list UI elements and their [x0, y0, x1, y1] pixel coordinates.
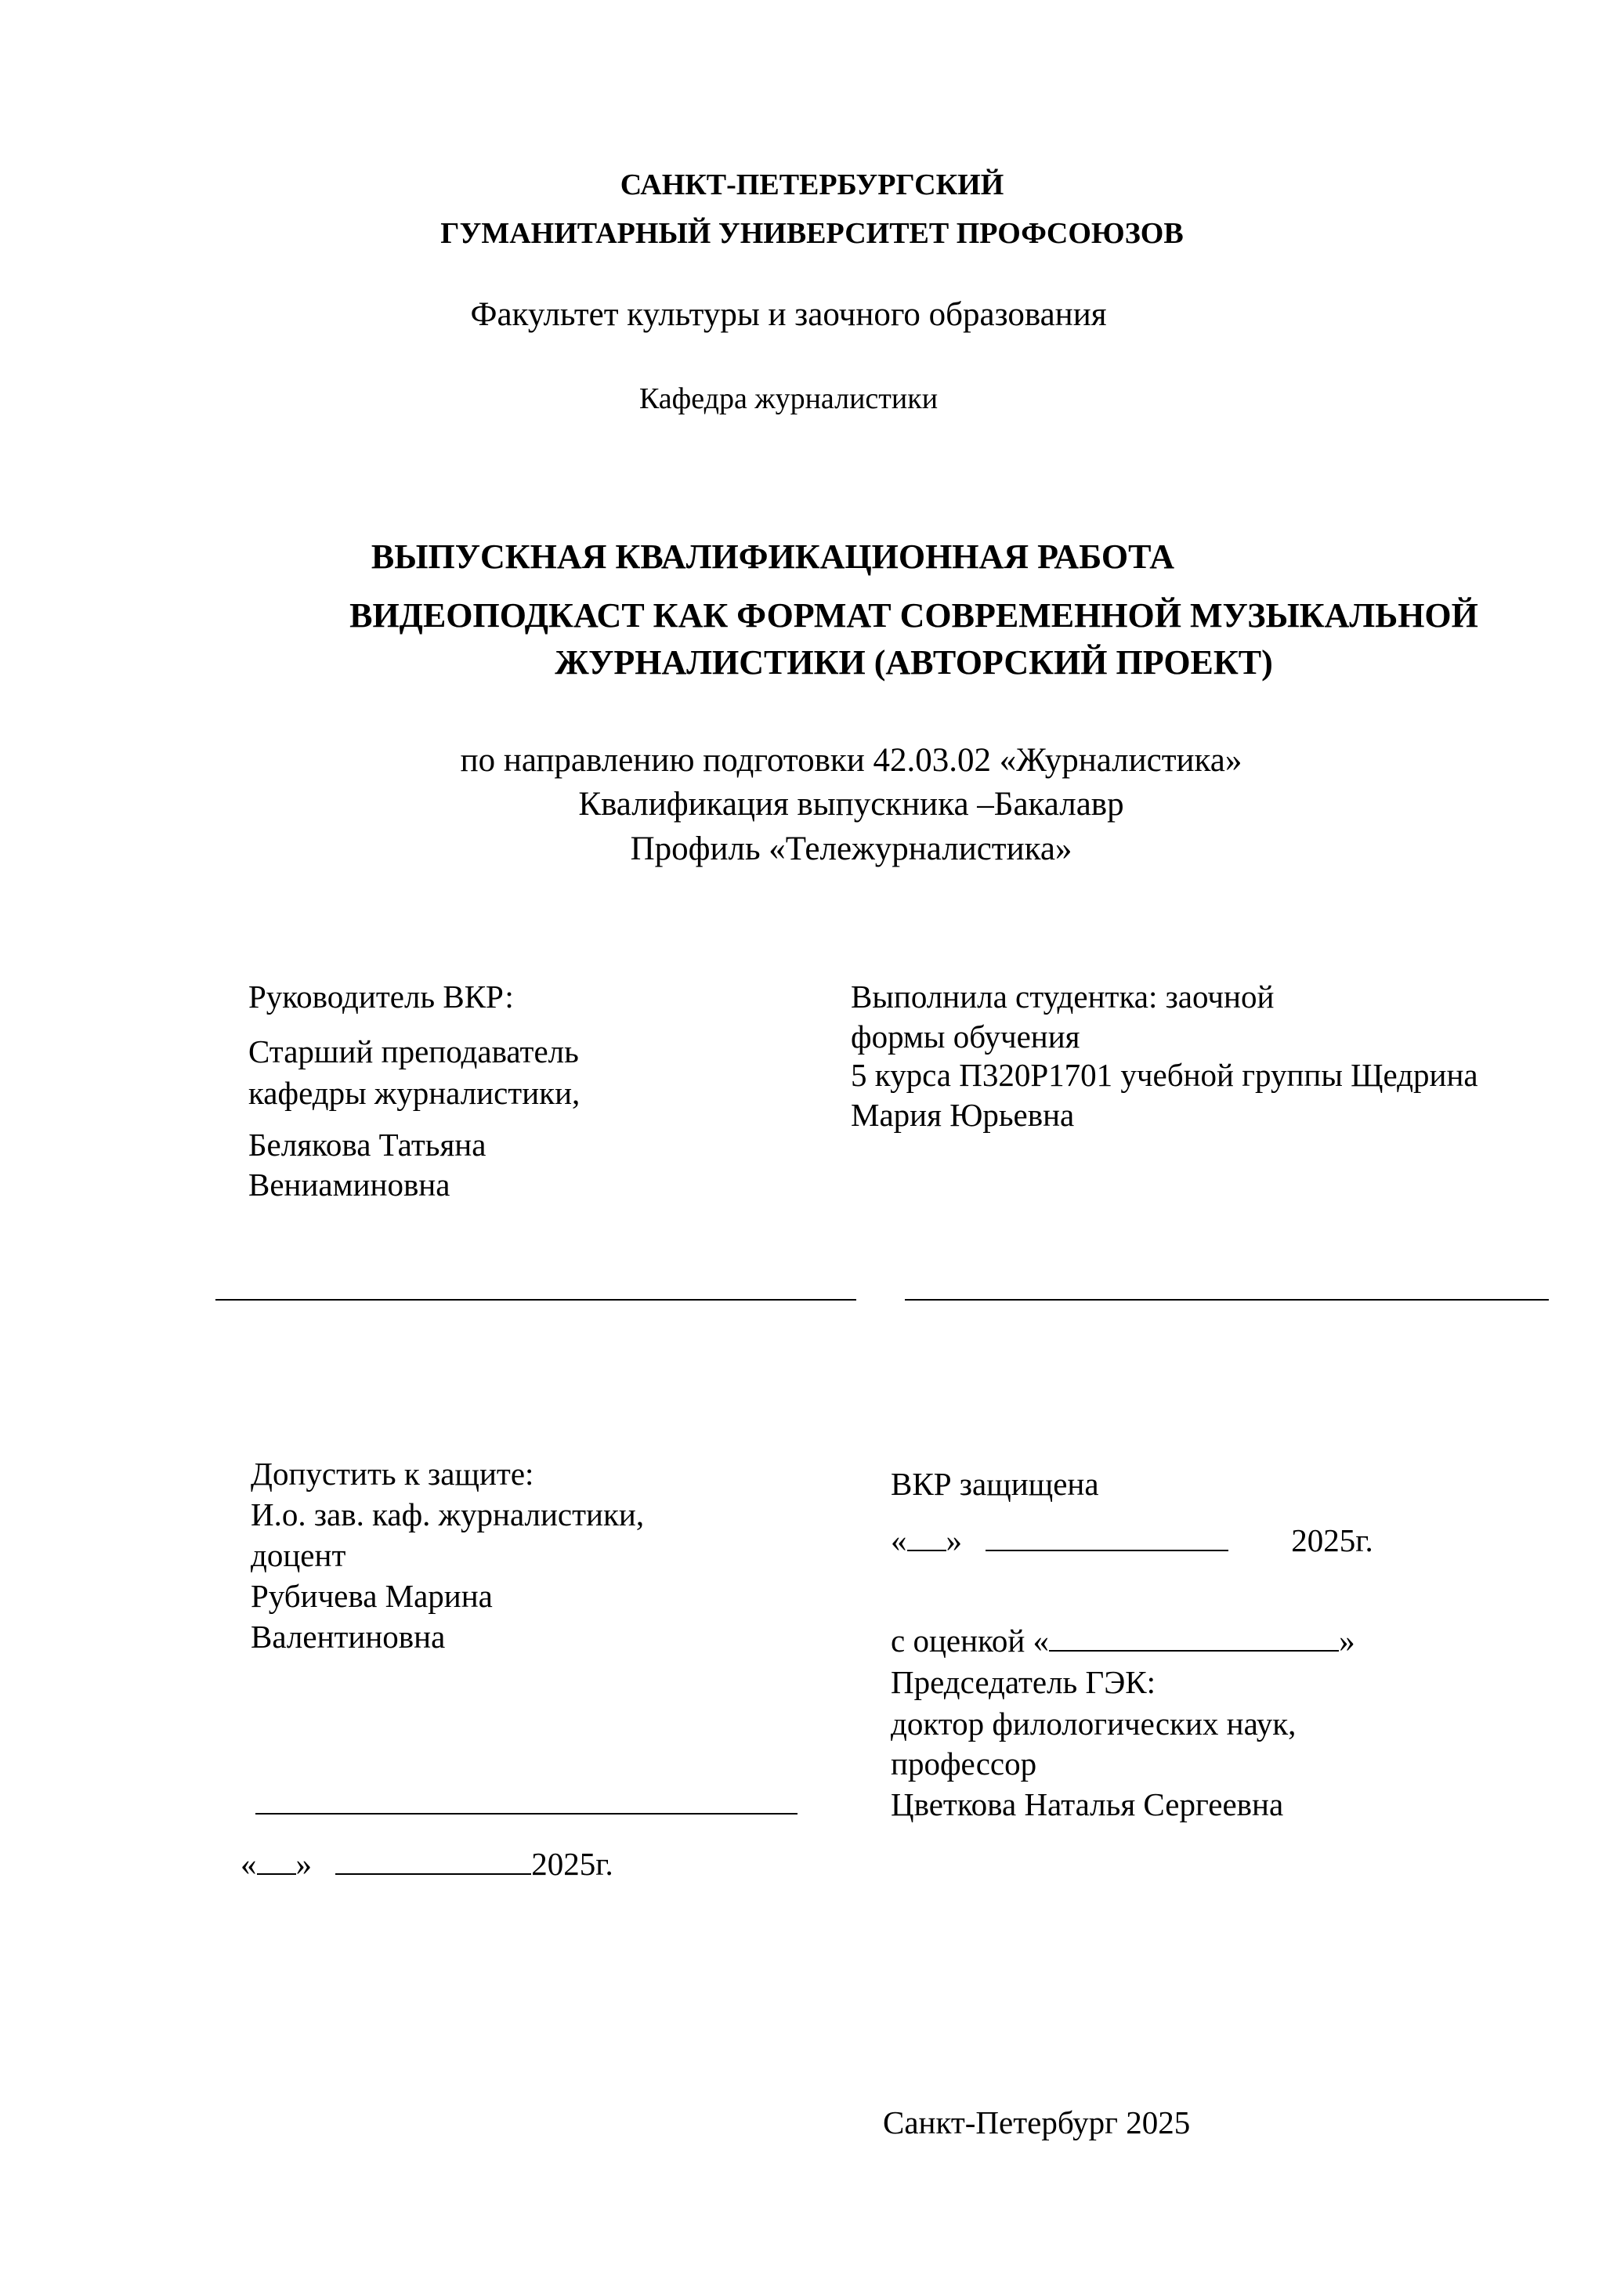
month-blank	[986, 1523, 1228, 1551]
profile: Профиль «Тележурналистика»	[630, 830, 1072, 867]
admission-line3: доцент	[251, 1537, 346, 1573]
date-open-quote: «	[241, 1846, 257, 1882]
chair-degree: доктор филологических наук,	[891, 1706, 1297, 1742]
date-close-quote: »	[295, 1846, 312, 1882]
chair-name: Цветкова Наталья Сергеевна	[891, 1786, 1284, 1822]
grade-line	[891, 1620, 1355, 1661]
university-name-line1: САНКТ-ПЕТЕРБУРГСКИЙ	[620, 168, 1004, 201]
date-open-quote: «	[891, 1522, 907, 1558]
defense-date	[891, 1520, 1373, 1561]
qualification: Квалификация выпускника –Бакалавр	[578, 786, 1124, 823]
day-blank	[907, 1523, 946, 1551]
admission-name-line1: Рубичева Марина	[251, 1578, 493, 1614]
student-line3: 5 курса П320Р1701 учебной группы Щедрина	[851, 1057, 1478, 1093]
student-line2: формы обучения	[851, 1019, 1080, 1055]
chair-title: профессор	[891, 1746, 1037, 1782]
supervisor-name-line1: Белякова Татьяна	[248, 1127, 486, 1163]
student-line1: Выполнила студентка: заочной	[851, 979, 1275, 1015]
month-blank	[335, 1847, 531, 1875]
department-name: Кафедра журналистики	[638, 382, 939, 415]
supervisor-label: Руководитель ВКР:	[248, 979, 514, 1015]
head-signature-line	[255, 1813, 798, 1815]
admission-year: 2025г.	[531, 1846, 613, 1882]
student-signature-line	[905, 1299, 1549, 1301]
study-direction: по направлению подготовки 42.03.02 «Журналистика»	[460, 742, 1242, 779]
university-name-line2: ГУМАНИТАРНЫЙ УНИВЕРСИТЕТ ПРОФСОЮЗОВ	[440, 217, 1184, 250]
date-close-quote: »	[946, 1522, 962, 1558]
supervisor-signature-line	[215, 1299, 856, 1301]
supervisor-position-line2: кафедры журналистики,	[248, 1075, 581, 1111]
supervisor-name-line2: Вениаминовна	[248, 1167, 450, 1203]
chair-label: Председатель ГЭК:	[891, 1664, 1156, 1700]
topic-line2: ЖУРНАЛИСТИКИ (АВТОРСКИЙ ПРОЕКТ)	[555, 643, 1273, 682]
topic-line1: ВИДЕОПОДКАСТ КАК ФОРМАТ СОВРЕМЕННОЙ МУЗЫКАЛЬНОЙ	[349, 596, 1478, 635]
city-year: Санкт-Петербург 2025	[883, 2104, 1191, 2140]
admission-label: Допустить к защите:	[251, 1456, 534, 1492]
grade-prefix: с оценкой «	[891, 1623, 1050, 1659]
grade-suffix: »	[1339, 1623, 1355, 1659]
student-line4: Мария Юрьевна	[851, 1097, 1075, 1133]
defense-label: ВКР защищена	[891, 1466, 1099, 1502]
admission-date	[241, 1844, 613, 1884]
faculty-name: Факультет культуры и заочного образования	[470, 296, 1107, 333]
defense-year: 2025г.	[1291, 1522, 1373, 1558]
supervisor-position-line1: Старший преподаватель	[248, 1033, 579, 1069]
admission-line2: И.о. зав. каф. журналистики,	[251, 1496, 645, 1532]
admission-name-line2: Валентиновна	[251, 1619, 446, 1655]
grade-blank	[1049, 1623, 1339, 1652]
work-type-heading: ВЫПУСКНАЯ КВАЛИФИКАЦИОННАЯ РАБОТА	[371, 537, 1175, 576]
day-blank	[257, 1847, 296, 1875]
